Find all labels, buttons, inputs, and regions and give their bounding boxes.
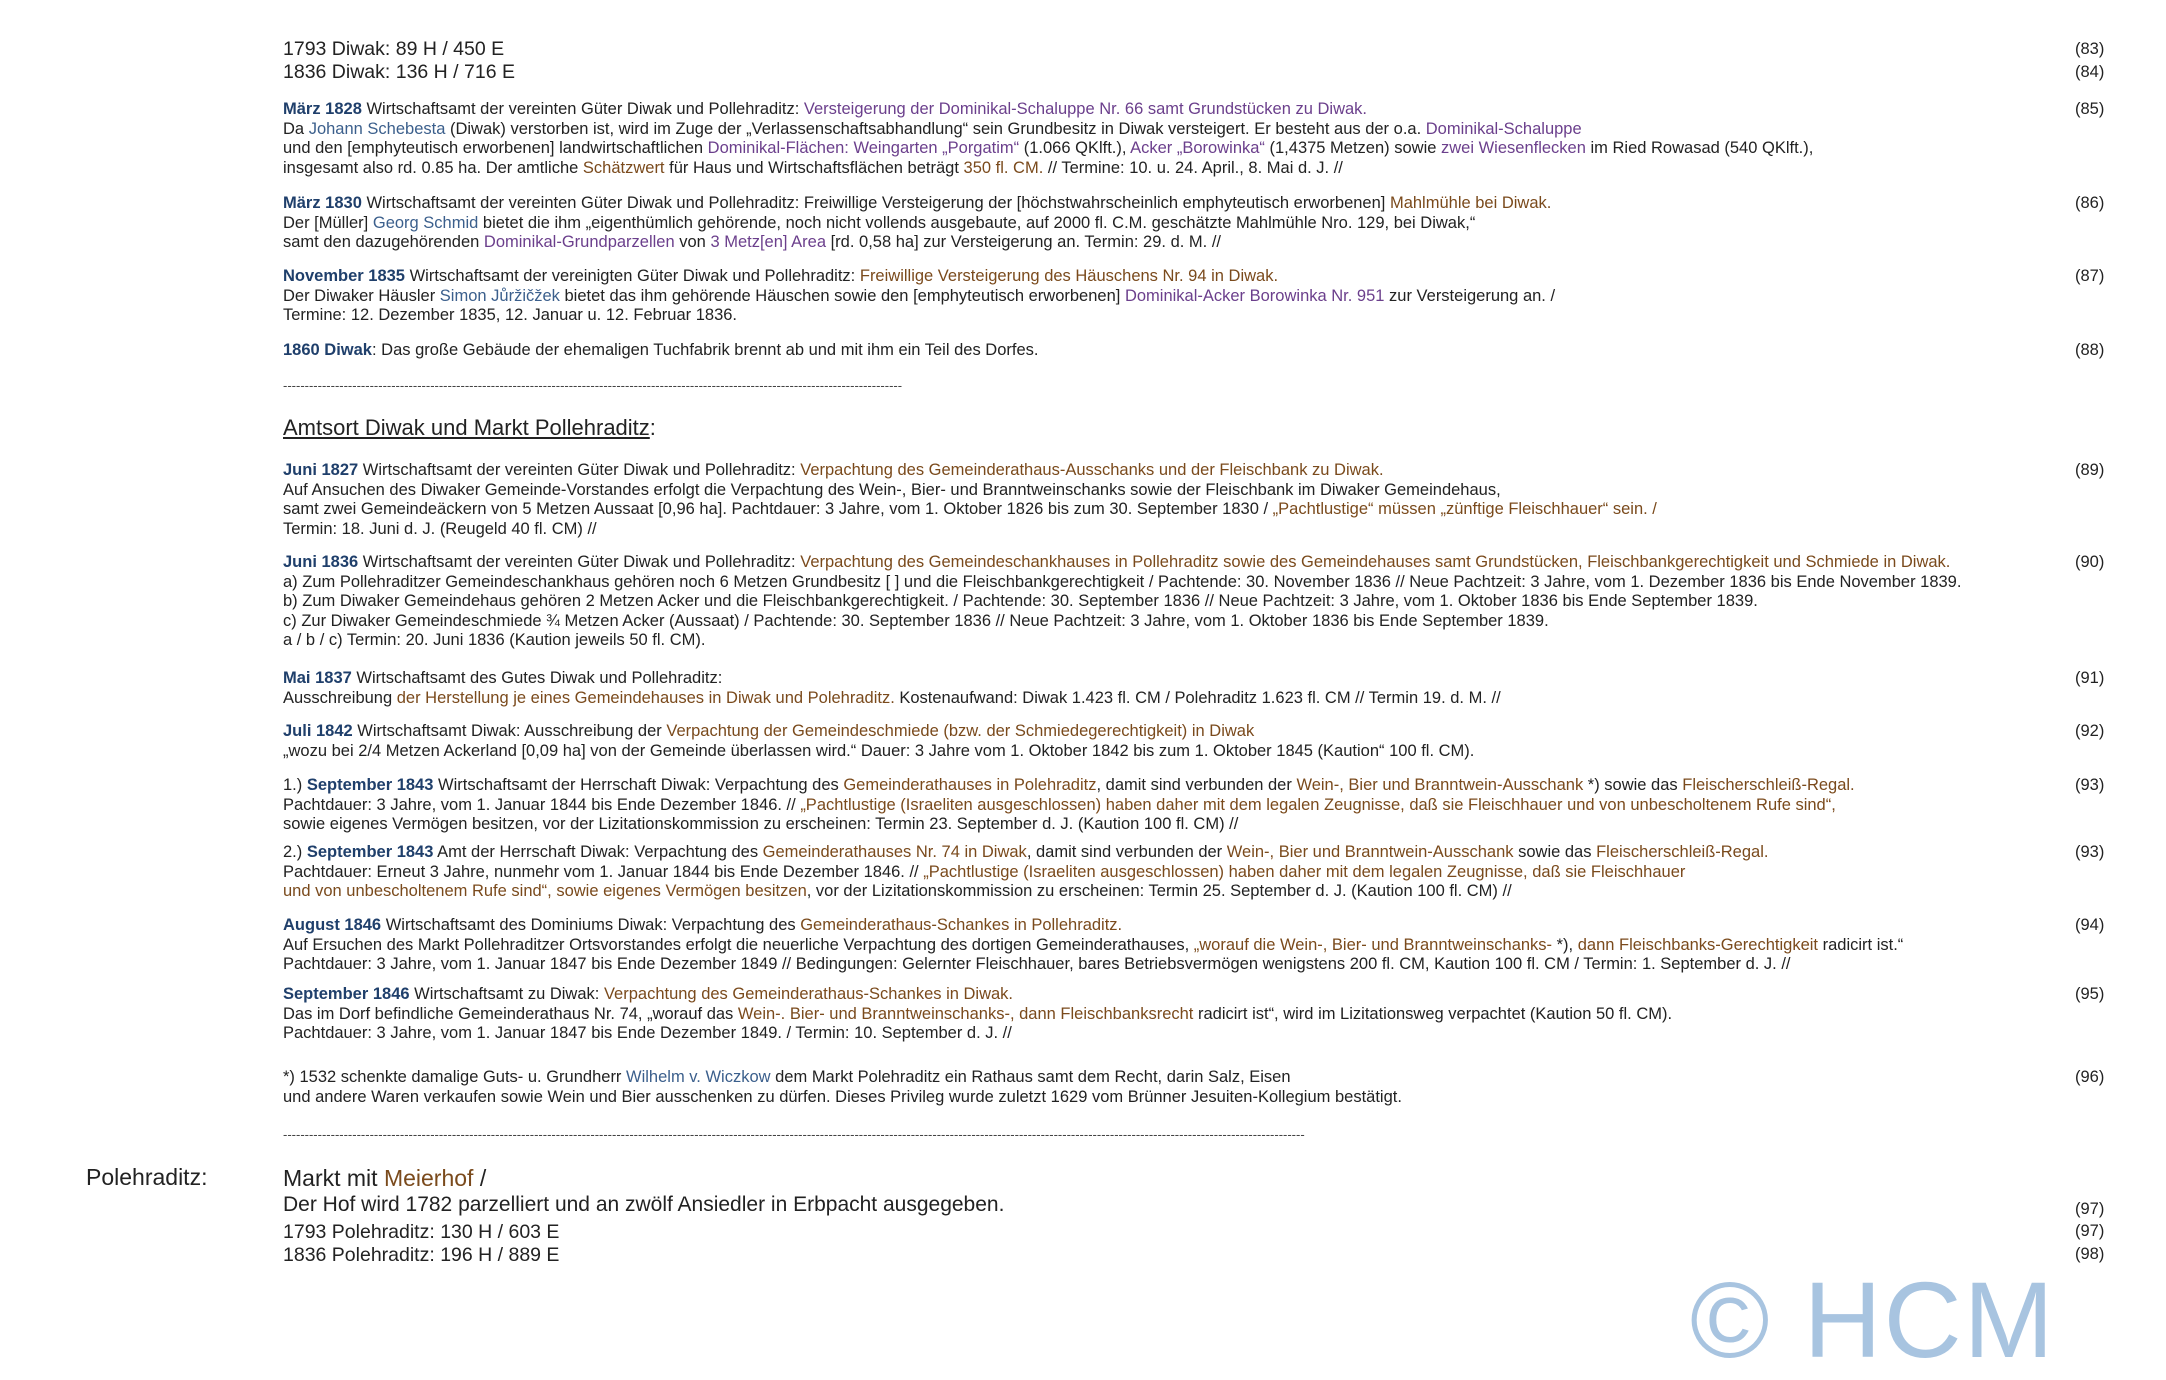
entry-text: samt den dazugehörenden xyxy=(283,233,484,251)
entry-line xyxy=(283,461,1657,481)
entry-text: Wein-, Bier und Branntwein-Ausschank xyxy=(1226,843,1514,861)
reference-number: (95) xyxy=(2075,985,2105,1003)
entry-text: : Das große Gebäude der ehemaligen Tuchfabrik brennt ab und mit ihm ein Teil des Dorfes. xyxy=(371,341,1039,359)
footnote-text xyxy=(283,1068,1402,1107)
entry-line xyxy=(283,214,1551,234)
footnote-line xyxy=(283,1068,1402,1088)
entry-date: März 1828 xyxy=(283,100,362,118)
place-title-suffix: / xyxy=(473,1165,487,1191)
entry-date: August 1846 xyxy=(283,916,382,934)
entry-text: Amt der Herrschaft Diwak: Verpachtung des xyxy=(433,843,763,861)
place-title-prefix: Markt mit xyxy=(283,1165,384,1191)
entry-line xyxy=(283,882,1768,902)
entry-text: Der [Müller] xyxy=(283,213,373,232)
entry-date: September 1843 xyxy=(306,843,434,861)
entry-text: Johann Schebesta xyxy=(308,119,446,138)
entry-text: Wirtschaftsamt Diwak: Ausschreibung der xyxy=(352,722,667,740)
reference-number: (89) xyxy=(2075,461,2105,479)
reference-number: (83) xyxy=(2075,40,2105,58)
entry-text: Wirtschaftsamt der vereinten Güter Diwak und Pollehraditz: xyxy=(358,461,801,479)
entry-text: und von unbescholtenem Rufe sind“, sowie eigenes Vermögen besitzen xyxy=(283,882,807,900)
reference-number: (87) xyxy=(2075,267,2105,285)
entry-text: c) Zur Diwaker Gemeindeschmiede ¾ Metzen Acker (Aussaat) / Pachtende: 30. September 1836 // Neue Pachtzeit: 3 Jahre, vom 1. Oktober 1836 bis Ende September 1839. xyxy=(283,611,1549,630)
entry xyxy=(283,985,1672,1044)
entry-text: Wirtschaftsamt zu Diwak: xyxy=(409,985,604,1003)
entry-text: „wozu bei 2/4 Metzen Ackerland [0,09 ha] von der Gemeinde überlassen wird.“ Dauer: 3 Jahre vom 1. Oktober 1842 bis zum 1. Oktober 1845 (Kaution“ 100 fl. CM). xyxy=(283,741,1475,760)
reference-number: (97) xyxy=(2075,1222,2105,1240)
entry-text: Verpachtung des Gemeinderathaus-Ausschanks und der Fleischbank zu Diwak. xyxy=(800,461,1384,479)
entry-date: März 1830 xyxy=(283,194,362,212)
reference-number: (86) xyxy=(2075,194,2105,212)
entry-text: Pachtdauer: 3 Jahre, vom 1. Januar 1847 bis Ende Dezember 1849 // Bedingungen: Gelernter Fleischhauer, bares Betriebsvermögen wenigstens 200 fl. CM, Kaution 100 fl. CM / Termin: 1. September d. J. // xyxy=(283,955,1791,973)
copyright-watermark: © HCM xyxy=(1690,1259,2056,1380)
entry-text: radicirt ist.“ xyxy=(1818,935,1904,954)
entry-text: Wirtschaftsamt der vereinten Güter Diwak und Pollehraditz: xyxy=(361,100,804,118)
entry-line xyxy=(283,722,1474,742)
entry-line xyxy=(283,573,1961,593)
entry-text: sowie eigenes Vermögen besitzen, vor der Lizitationskommission zu erscheinen: Termin 23. September d. J. (Kaution 100 fl. CM) // xyxy=(283,815,1239,833)
entry-line xyxy=(283,863,1768,883)
entry-line xyxy=(283,306,1555,326)
entry-date: Juli 1842 xyxy=(283,722,353,740)
entry-text: 2.) xyxy=(283,843,307,861)
entry-line xyxy=(283,776,1855,796)
entry-text: Termin: 18. Juni d. J. (Reugeld 40 fl. CM) // xyxy=(283,519,597,538)
separator-line: -------------------------------------------------------------------------------------------------------------------------------------------------------------------------------------------------------------------------------------------- xyxy=(283,1127,1305,1142)
entry-line xyxy=(283,955,1903,975)
entry xyxy=(283,461,1657,539)
entry-text: , damit sind verbunden der xyxy=(1096,776,1297,794)
entry-text: zur Versteigerung an. / xyxy=(1384,286,1556,305)
entry-text: Der Diwaker Häusler xyxy=(283,286,440,305)
entry-text: // Termine: 10. u. 24. April., 8. Mai d. J. // xyxy=(1043,158,1343,177)
entry-text: Ausschreibung xyxy=(283,688,397,707)
entry-text: , vor der Lizitationskommission zu erscheinen: Termin 25. September d. J. (Kaution 100 fl. CM) // xyxy=(806,882,1512,900)
entry-line xyxy=(283,796,1855,816)
entry-text: insgesamt also rd. 0.85 ha. Der amtliche xyxy=(283,158,583,177)
reference-number: (98) xyxy=(2075,1245,2105,1263)
entry-line xyxy=(283,936,1903,956)
meierhof-link: Meierhof xyxy=(383,1165,474,1191)
reference-number: (97) xyxy=(2075,1200,2105,1218)
reference-number: (90) xyxy=(2075,553,2105,571)
entry xyxy=(283,916,1903,975)
entry-text: Freiwillige Versteigerung des Häuschens Nr. 94 in Diwak. xyxy=(859,267,1279,285)
entry-text: (Diwak) verstorben ist, wird im Zuge der „Verlassenschaftsabhandlung“ sein Grundbesitz in Diwak versteigert. Er besteht aus der o.a. xyxy=(445,119,1426,138)
entry-text: Auf Ansuchen des Diwaker Gemeinde-Vorstandes erfolgt die Verpachtung des Wein-, Bier- und Branntweinschanks sowie der Fleischbank im Diwaker Gemeindehaus, xyxy=(283,480,1501,499)
entry-text: und den [emphyteutisch erworbenen] landwirtschaftlichen xyxy=(283,139,708,157)
entry-text: „Pachtlustige (Israeliten ausgeschlossen) haben daher mit dem legalen Zeugnisse, daß sie Fleischhauer xyxy=(923,862,1686,881)
section-heading xyxy=(283,415,656,441)
separator-line: ----------------------------------------------------------------------------------------------------------------------------------------------- xyxy=(283,378,903,393)
stat-line: 1836 Polehraditz: 196 H / 889 E xyxy=(283,1244,560,1266)
entry-date: Mai 1837 xyxy=(283,669,352,687)
entry-line xyxy=(283,742,1474,762)
entry-text: (1.066 QKlft.), xyxy=(1019,139,1131,157)
reference-number: (92) xyxy=(2075,722,2105,740)
entry-text: Dominikal-Grundparzellen xyxy=(483,233,675,251)
entry-text: Wirtschaftsamt der vereinten Güter Diwak und Pollehraditz: Freiwillige Versteigerung der [höchstwahrscheinlich emphyteutisch erworbenen] xyxy=(361,194,1390,212)
entry-text: „Pachtlustige (Israeliten ausgeschlossen) haben daher mit dem legalen Zeugnisse, daß sie Fleischhauer und von unbescholtenem Rufe sind“, xyxy=(800,795,1836,814)
entry-text: Da xyxy=(283,119,309,138)
entry-text: Simon Jůržičžek xyxy=(439,286,560,305)
entry-text: [rd. 0,58 ha] zur Versteigerung an. Termin: 29. d. M. // xyxy=(826,233,1222,251)
entry-line xyxy=(283,843,1768,863)
reference-number: (93) xyxy=(2075,843,2105,861)
entry xyxy=(283,553,1961,651)
entry-text: Wein-, Bier und Branntwein-Ausschank xyxy=(1296,776,1584,794)
entry-text: b) Zum Diwaker Gemeindehaus gehören 2 Metzen Acker und die Fleischbankgerechtigkeit. / Pachtende: 30. September 1836 // Neue Pachtzeit: 3 Jahre, vom 1. Oktober 1836 bis Ende September 1839. xyxy=(283,592,1758,610)
reference-number: (94) xyxy=(2075,916,2105,934)
entry-text: „Pachtlustige“ müssen „zünftige Fleischhauer“ sein. / xyxy=(1272,500,1657,518)
entry-line xyxy=(283,553,1961,573)
entry-text: Acker „Borowinka“ xyxy=(1130,139,1265,157)
entry-text: Wirtschaftsamt der Herrschaft Diwak: Verpachtung des xyxy=(433,776,844,794)
entry-text: Auf Ersuchen des Markt Pollehraditzer Ortsvorstandes erfolgt die neuerliche Verpachtung des dortigen Gemeinderathauses, xyxy=(283,935,1194,954)
entry-text: Gemeinderathauses Nr. 74 in Diwak xyxy=(762,843,1027,861)
entry-date: November 1835 xyxy=(283,267,405,285)
entry-text: Fleischerschleiß-Regal. xyxy=(1596,843,1769,861)
entry-line xyxy=(283,139,1813,159)
entry-text: Das im Dorf befindliche Gemeinderathaus Nr. 74, „worauf das xyxy=(283,1004,738,1023)
entry-text: Kostenaufwand: Diwak 1.423 fl. CM / Polehraditz 1.623 fl. CM // Termin 19. d. M. // xyxy=(894,688,1501,707)
entry-text: , damit sind verbunden der xyxy=(1026,843,1227,861)
entry-text: Versteigerung der Dominikal-Schaluppe Nr. 66 samt Grundstücken zu Diwak. xyxy=(803,100,1368,118)
footnote-line xyxy=(283,1088,1402,1108)
footnote-segment: *) 1532 schenkte damalige Guts- u. Grundherr xyxy=(283,1068,627,1086)
entry-date: September 1846 xyxy=(283,985,410,1003)
entry-line xyxy=(283,689,1501,709)
reference-number: (85) xyxy=(2075,100,2105,118)
entry-text: a / b / c) Termin: 20. Juni 1836 (Kaution jeweils 50 fl. CM). xyxy=(283,631,706,649)
place-label: Polehraditz: xyxy=(86,1164,208,1190)
stat-line: 1793 Diwak: 89 H / 450 E xyxy=(283,38,505,60)
entry xyxy=(283,194,1551,253)
footnote-segment: und andere Waren verkaufen sowie Wein und Bier ausschenken zu dürfen. Dieses Privileg wurde zuletzt 1629 vom Brünner Jesuiten-Kollegium bestätigt. xyxy=(283,1087,1402,1106)
entry-date: September 1843 xyxy=(306,776,434,794)
entry-text: samt zwei Gemeindeäckern von 5 Metzen Aussaat [0,96 ha]. Pachtdauer: 3 Jahre, vom 1. Oktober 1826 bis zum 30. September 1830 / xyxy=(283,500,1273,518)
entry-line xyxy=(283,287,1555,307)
entry xyxy=(283,722,1474,761)
reference-number: (93) xyxy=(2075,776,2105,794)
entry-line xyxy=(283,815,1855,835)
entry-text: Georg Schmid xyxy=(372,213,479,232)
place-title xyxy=(283,1164,486,1192)
entry-text: Dominikal-Flächen: Weingarten „Porgatim“ xyxy=(707,139,1020,157)
entry-text: Termine: 12. Dezember 1835, 12. Januar u. 12. Februar 1836. xyxy=(283,306,738,324)
entry-text: Pachtdauer: 3 Jahre, vom 1. Januar 1844 bis Ende Dezember 1846. // xyxy=(283,795,801,814)
entry-text: Wirtschaftsamt der vereinten Güter Diwak und Pollehraditz: xyxy=(358,553,801,571)
entry-line xyxy=(283,233,1551,253)
entry-text: dann Fleischbanks-Gerechtigkeit xyxy=(1577,935,1819,954)
entry-text: bietet die ihm „eigenthümlich gehörende, noch nicht vollends ausgebaute, auf 2000 fl. C.M. geschätzte Mahlmühle Nro. 129, bei Diwak,“ xyxy=(478,213,1476,232)
entry-text: Verpachtung der Gemeindeschmiede (bzw. der Schmiedegerechtigkeit) in Diwak xyxy=(666,722,1255,740)
section-heading-colon: : xyxy=(649,415,656,440)
entry-line xyxy=(283,916,1903,936)
entry-text: (1,4375 Metzen) sowie xyxy=(1264,139,1442,157)
reference-number: (84) xyxy=(2075,63,2105,81)
stat-line: 1836 Diwak: 136 H / 716 E xyxy=(283,61,515,83)
reference-number: (96) xyxy=(2075,1068,2105,1086)
entry-text: *) sowie das xyxy=(1583,776,1683,794)
entry-text: 350 fl. CM. xyxy=(963,158,1044,177)
entry-text: 1.) xyxy=(283,776,307,794)
entry-line xyxy=(283,612,1961,632)
entry-date: Juni 1836 xyxy=(283,553,359,571)
reference-number: (91) xyxy=(2075,669,2105,687)
entry-text: Schätzwert xyxy=(582,158,665,177)
entry xyxy=(283,100,1813,178)
entry-text: Fleischerschleiß-Regal. xyxy=(1682,776,1855,794)
entry-text: Verpachtung des Gemeindeschankhauses in Pollehraditz sowie des Gemeindehauses samt Grundstücken, Fleischbankgerechtigkeit und Schmiede in Diwak. xyxy=(800,553,1951,571)
entry-text: „worauf die Wein-, Bier- und Branntweinschanks- xyxy=(1193,935,1553,954)
entry-text: Verpachtung des Gemeinderathaus-Schankes in Diwak. xyxy=(603,985,1014,1003)
entry-line xyxy=(283,631,1961,651)
entry-text: a) Zum Pollehraditzer Gemeindeschankhaus gehören noch 6 Metzen Grundbesitz [ ] und die Fleischbankgerechtigkeit / Pachtende: 30. November 1836 // Neue Pachtzeit: 3 Jahre, vom 1. Dezember 1836 bis Ende November 1839. xyxy=(283,572,1962,591)
entry-line xyxy=(283,100,1813,120)
entry-line xyxy=(283,120,1813,140)
entry-line xyxy=(283,1024,1672,1044)
entry-date: 1860 Diwak xyxy=(283,341,372,359)
entry-line xyxy=(283,481,1657,501)
entry-text: Pachtdauer: 3 Jahre, vom 1. Januar 1847 bis Ende Dezember 1849. / Termin: 10. September d. J. // xyxy=(283,1024,1012,1042)
footnote-segment: dem Markt Polehraditz ein Rathaus samt dem Recht, darin Salz, Eisen xyxy=(770,1068,1291,1086)
entry-text: von xyxy=(674,233,711,251)
entry-date: Juni 1827 xyxy=(283,461,359,479)
entry-text: Wirtschaftsamt der vereinigten Güter Diwak und Pollehraditz: xyxy=(405,267,860,285)
section-heading-text: Amtsort Diwak und Markt Pollehraditz xyxy=(283,415,650,440)
footnote-segment: Wilhelm v. Wiczkow xyxy=(626,1068,771,1086)
entry-text: *), xyxy=(1552,935,1578,954)
entry-text: Wirtschaftsamt des Dominiums Diwak: Verpachtung des xyxy=(381,916,801,934)
entry-text: im Ried Rowasad (540 QKlft.), xyxy=(1585,139,1814,157)
entry-text: Wein-. Bier- und Branntweinschanks-, dann Fleischbanksrecht xyxy=(737,1004,1194,1023)
entry-line xyxy=(283,520,1657,540)
entry-line xyxy=(283,341,1038,361)
entry-line xyxy=(283,592,1961,612)
entry-line xyxy=(283,194,1551,214)
place-description: Der Hof wird 1782 parzelliert und an zwölf Ansiedler in Erbpacht ausgegeben. xyxy=(283,1193,1005,1216)
entry-text: Pachtdauer: Erneut 3 Jahre, nunmehr vom 1. Januar 1844 bis Ende Dezember 1846. // xyxy=(283,862,924,881)
entry-text: für Haus und Wirtschaftsflächen beträgt xyxy=(664,158,964,177)
entry-text: bietet das ihm gehörende Häuschen sowie den [emphyteutisch erworbenen] xyxy=(559,286,1125,305)
entry-text: Dominikal-Schaluppe xyxy=(1425,119,1582,138)
entry xyxy=(283,669,1501,708)
entry-text: Wirtschaftsamt des Gutes Diwak und Pollehraditz: xyxy=(351,669,723,687)
entry-text: zwei Wiesenflecken xyxy=(1441,139,1586,157)
entry-text: Mahlmühle bei Diwak. xyxy=(1389,194,1552,212)
entry-text: Gemeinderathaus-Schankes in Pollehraditz. xyxy=(800,916,1123,934)
entry xyxy=(283,776,1855,835)
entry-line xyxy=(283,500,1657,520)
entry-line xyxy=(283,159,1813,179)
entry-text: der Herstellung je eines Gemeindehauses in Diwak und Polehraditz. xyxy=(396,688,895,707)
entry-text: radicirt ist“, wird im Lizitationsweg verpachtet (Kaution 50 fl. CM). xyxy=(1193,1004,1673,1023)
stat-line: 1793 Polehraditz: 130 H / 603 E xyxy=(283,1221,560,1243)
entry xyxy=(283,267,1555,326)
entry-text: Dominikal-Acker Borowinka Nr. 951 xyxy=(1124,286,1385,305)
entry-line xyxy=(283,669,1501,689)
entry xyxy=(283,341,1038,361)
entry-line xyxy=(283,985,1672,1005)
entry-line xyxy=(283,1005,1672,1025)
entry xyxy=(283,843,1768,902)
entry-text: 3 Metz[en] Area xyxy=(710,233,827,251)
reference-number: (88) xyxy=(2075,341,2105,359)
entry-text: Gemeinderathauses in Polehraditz xyxy=(843,776,1097,794)
entry-line xyxy=(283,267,1555,287)
entry-text: sowie das xyxy=(1513,843,1597,861)
